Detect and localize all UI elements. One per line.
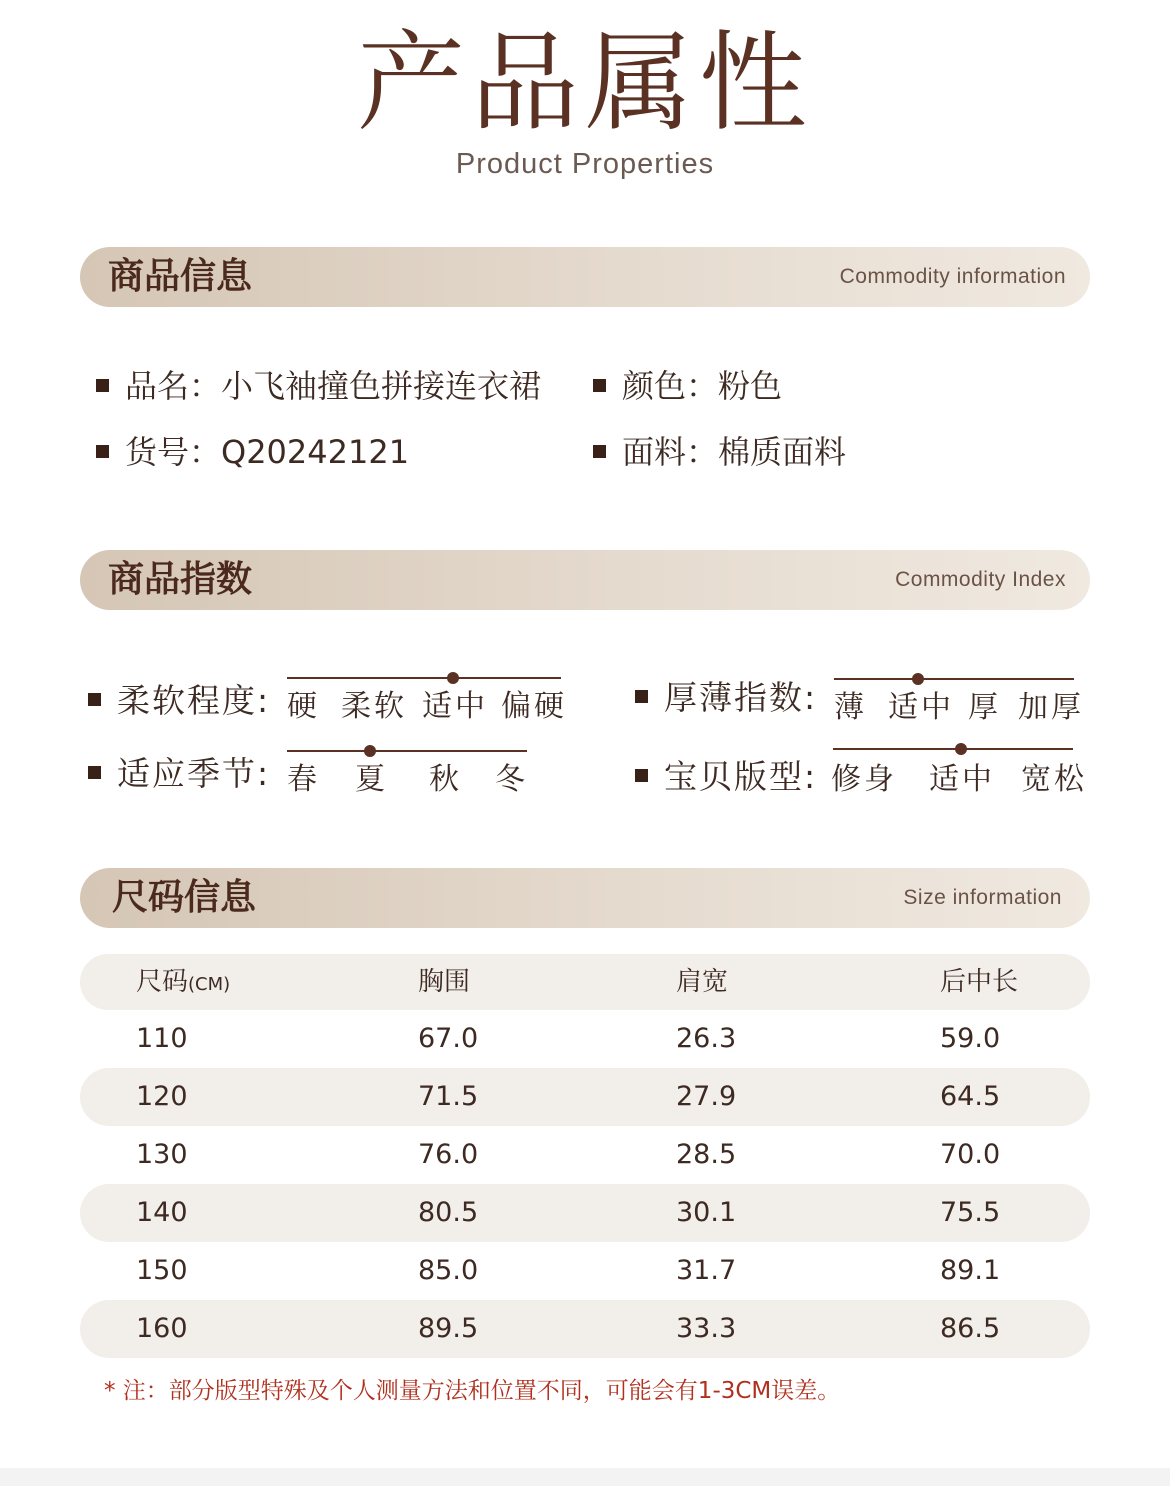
size-table <box>80 954 1090 1358</box>
header-length: 后中长 <box>940 967 1019 997</box>
cell-shoulder: 26.3 <box>676 1023 737 1054</box>
scale-option: 适中 <box>888 690 954 725</box>
section-bar-info <box>80 247 1090 307</box>
section-title-zh: 商品指数 <box>108 559 253 600</box>
scale-thickness <box>834 678 1084 728</box>
scale-option: 偏硬 <box>501 689 567 724</box>
info-fabric-text: 面料：棉质面料 <box>622 433 847 471</box>
cell-shoulder: 27.9 <box>676 1081 737 1112</box>
cell-size: 130 <box>136 1139 188 1170</box>
table-row <box>80 1010 1090 1068</box>
cell-chest: 76.0 <box>418 1139 479 1170</box>
scale-option: 薄 <box>834 690 867 725</box>
cell-chest: 89.5 <box>418 1313 479 1344</box>
scale-track <box>287 677 561 679</box>
info-color-text: 颜色：粉色 <box>622 367 783 405</box>
table-row <box>80 1242 1090 1300</box>
cell-shoulder: 33.3 <box>676 1313 737 1344</box>
scale-option: 修身 <box>831 762 897 797</box>
bullet-icon <box>593 445 606 458</box>
info-name-text: 品名：小飞袖撞色拼接连衣裙 <box>125 367 542 405</box>
cell-length: 59.0 <box>940 1023 1001 1054</box>
cell-size: 120 <box>136 1081 188 1112</box>
cell-length: 70.0 <box>940 1139 1001 1170</box>
scale-fit <box>831 748 1087 798</box>
measurement-note: * 注：部分版型特殊及个人测量方法和位置不同，可能会有1-3CM误差。 <box>104 1378 841 1404</box>
index-label-season: 适应季节: <box>88 754 270 794</box>
section-bar-index <box>80 550 1090 610</box>
cell-length: 86.5 <box>940 1313 1001 1344</box>
scale-option: 宽松 <box>1021 762 1087 797</box>
bullet-icon <box>635 769 648 782</box>
info-name <box>96 366 541 406</box>
info-fabric <box>593 432 846 472</box>
scale-track <box>287 750 527 752</box>
section-title-zh: 尺码信息 <box>112 877 257 918</box>
section-title-en: Size information <box>903 886 1062 909</box>
scale-track <box>834 678 1074 680</box>
cell-shoulder: 31.7 <box>676 1255 737 1286</box>
header-size: 尺码(CM) <box>136 967 231 997</box>
scale-option: 适中 <box>422 689 488 724</box>
bullet-icon <box>635 690 648 703</box>
info-sku <box>96 432 409 472</box>
cell-size: 160 <box>136 1313 188 1344</box>
table-header-row <box>80 954 1090 1010</box>
cell-chest: 71.5 <box>418 1081 479 1112</box>
scale-option: 加厚 <box>1018 690 1084 725</box>
table-row <box>80 1300 1090 1358</box>
info-sku-text: 货号：Q20242121 <box>125 433 410 471</box>
table-row <box>80 1126 1090 1184</box>
cell-size: 140 <box>136 1197 188 1228</box>
scale-option: 冬 <box>495 762 528 797</box>
bullet-icon <box>593 379 606 392</box>
table-row <box>80 1068 1090 1126</box>
header-chest: 胸围 <box>418 967 471 997</box>
bullet-icon <box>96 379 109 392</box>
scale-season <box>287 750 527 800</box>
page-subtitle: Product Properties <box>455 148 715 180</box>
cell-chest: 80.5 <box>418 1197 479 1228</box>
scale-option: 春 <box>287 762 320 797</box>
scale-marker <box>447 672 459 684</box>
bullet-icon <box>88 766 101 779</box>
cell-chest: 85.0 <box>418 1255 479 1286</box>
cell-length: 64.5 <box>940 1081 1001 1112</box>
cell-shoulder: 28.5 <box>676 1139 737 1170</box>
cell-size: 110 <box>136 1023 188 1054</box>
scale-option: 硬 <box>287 689 320 724</box>
bullet-icon <box>96 445 109 458</box>
section-title-zh: 商品信息 <box>108 256 253 297</box>
scale-marker <box>912 673 924 685</box>
scale-option: 适中 <box>929 762 995 797</box>
page-title: 产品属性 <box>356 21 813 146</box>
scale-option: 夏 <box>355 762 388 797</box>
index-label-softness: 柔软程度: <box>88 681 270 721</box>
bullet-icon <box>88 693 101 706</box>
scale-marker <box>364 745 376 757</box>
section-title-en: Commodity information <box>839 265 1066 288</box>
scale-marker <box>955 743 967 755</box>
info-color <box>593 366 782 406</box>
cell-length: 89.1 <box>940 1255 1001 1286</box>
scale-option: 柔软 <box>341 689 407 724</box>
cell-size: 150 <box>136 1255 188 1286</box>
header-shoulder: 肩宽 <box>676 967 729 997</box>
index-label-fit: 宝贝版型: <box>635 757 817 797</box>
bottom-divider <box>0 1468 1170 1486</box>
cell-shoulder: 30.1 <box>676 1197 737 1228</box>
table-row <box>80 1184 1090 1242</box>
cell-chest: 67.0 <box>418 1023 479 1054</box>
scale-option: 秋 <box>429 762 462 797</box>
section-title-en: Commodity Index <box>895 568 1066 591</box>
section-bar-size <box>80 868 1090 928</box>
scale-option: 厚 <box>968 690 1001 725</box>
index-label-thickness: 厚薄指数: <box>635 678 817 718</box>
scale-track <box>833 748 1073 750</box>
cell-length: 75.5 <box>940 1197 1001 1228</box>
scale-softness <box>287 677 567 727</box>
